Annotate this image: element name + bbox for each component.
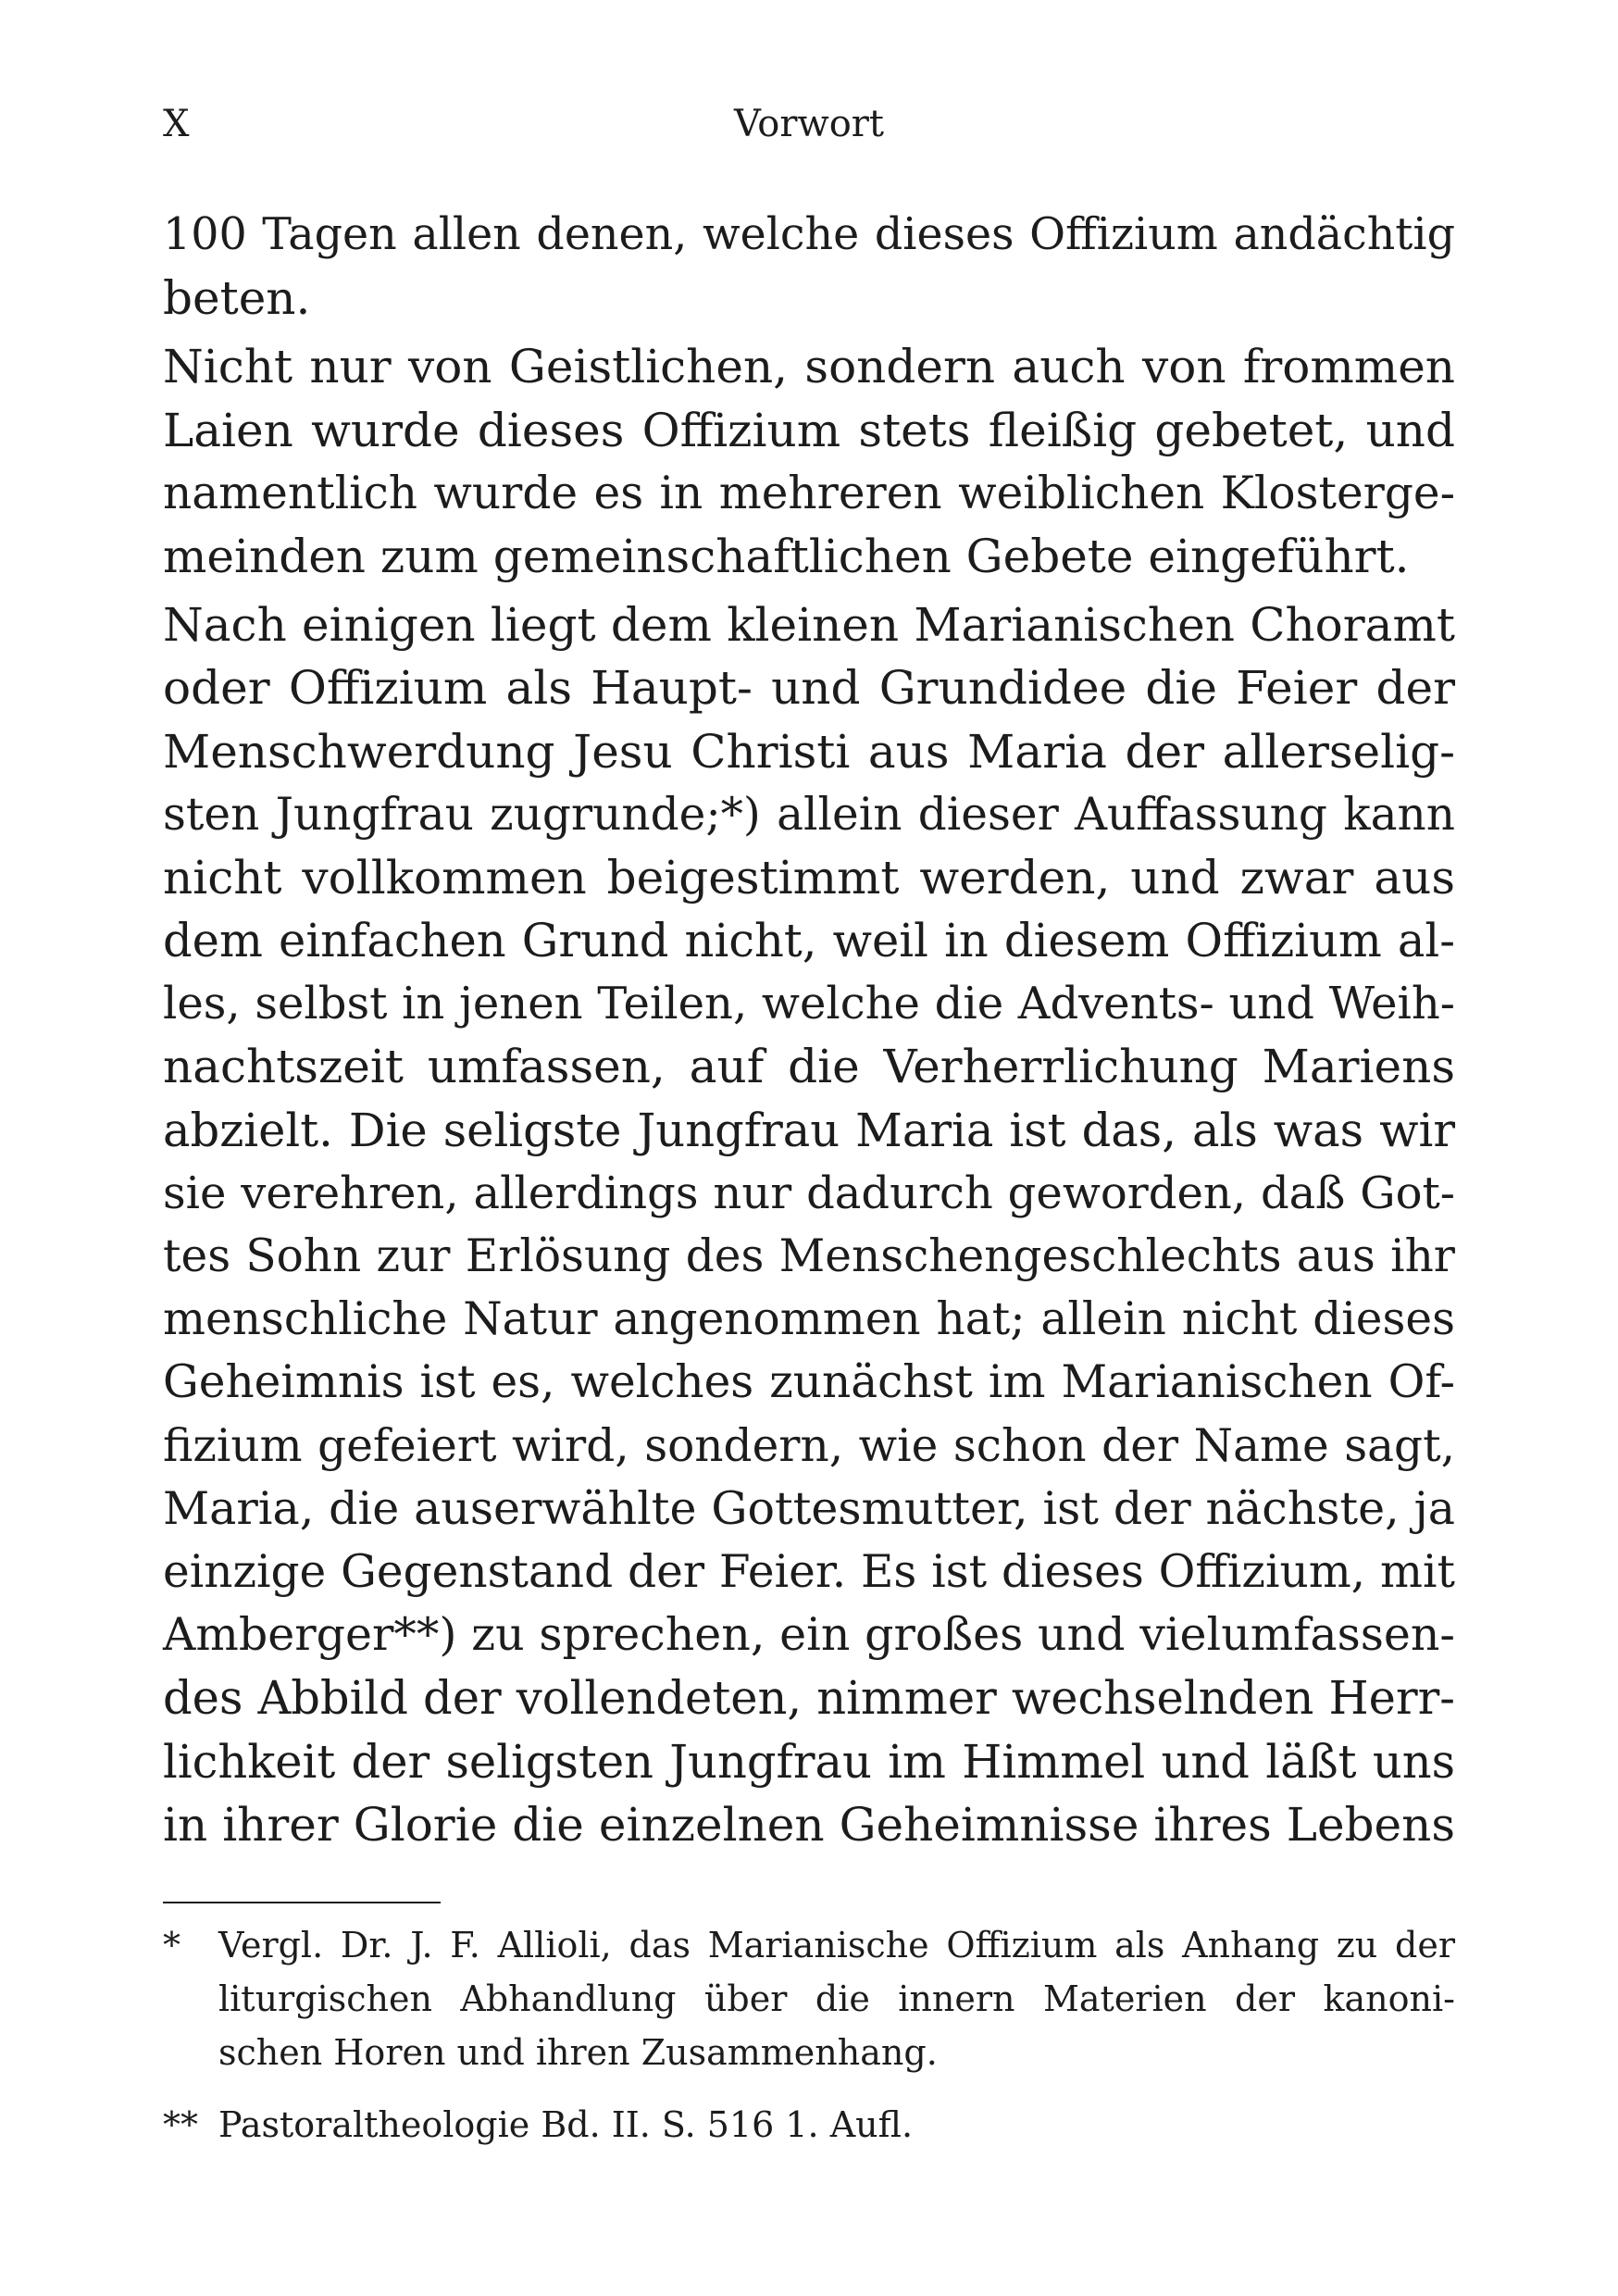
book-page [163,0,1455,2296]
footnote-marker: ** [163,2104,198,2145]
footnote-line: Pastoraltheologie Bd. II. S. 516 1. Aufl. [218,2104,914,2145]
footnote-divider [163,1902,441,1903]
page-number: X [163,103,190,145]
text-line: Geheimnis ist es, welches zunächst im Marianischen Of- [163,1356,1455,1409]
text-line: les, selbst in jenen Teilen, welche die Advents- und Weih- [163,978,1455,1030]
footnote-1 [163,1918,1455,2079]
text-line: Menschwerdung Jesu Christi aus Maria der allerselig- [163,724,1455,779]
text-line: sie verehren, allerdings nur dadurch geworden, daß Got- [163,1167,1455,1219]
text-line: Nach einigen liegt dem kleinen Marianischen Choramt [163,598,1455,653]
text-line: beten. [163,271,311,326]
text-line: Laien wurde dieses Offizium stets fleißig gebetet, und [163,403,1455,457]
text-line: abzielt. Die seligste Jungfrau Maria ist das, als was wir [163,1103,1455,1157]
text-line: dem einfachen Grund nicht, weil in diesem Offizium al- [163,914,1455,968]
text-line: menschliche Natur angenommen hat; allein nicht dieses [163,1293,1455,1346]
footnote-marker: * [163,1925,180,1965]
text-line: in ihrer Glorie die einzelnen Geheimnisse ihres Lebens [163,1797,1455,1852]
text-line: Nicht nur von Geistlichen, sondern auch von frommen [163,340,1455,394]
running-head [163,96,1455,152]
text-line: Amberger**) zu sprechen, ein großes und vielumfassen- [163,1608,1455,1662]
main-text [163,204,1455,1856]
text-line: einzige Gegenstand der Feier. Es ist dieses Offizium, mit [163,1545,1455,1598]
footnotes [163,1918,1455,2152]
text-line: Maria, die auserwählte Gottesmutter, ist der nächste, ja [163,1481,1455,1535]
text-line: meinden zum gemeinschaftlichen Gebete eingeführt. [163,529,1410,583]
text-line: sten Jungfrau zugrunde;*) allein dieser Auffassung kann [163,788,1455,841]
text-line: namentlich wurde es in mehreren weiblichen Klosterge- [163,467,1455,519]
footnote-line: schen Horen und ihren Zusammenhang. [218,2032,938,2073]
text-line: tes Sohn zur Erlösung des Menschengeschlechts aus ihr [163,1230,1455,1282]
text-line: nicht vollkommen beigestimmt werden, und zwar aus [163,850,1455,905]
running-title: Vorwort [734,103,884,145]
text-line: des Abbild der vollendeten, nimmer wechselnden Herr- [163,1671,1455,1726]
text-line: fizium gefeiert wird, sondern, wie schon der Name sagt, [163,1419,1455,1472]
footnote-line: Vergl. Dr. J. F. Allioli, das Marianische Offizium als Anhang zu der [218,1925,1455,1965]
text-line: oder Offizium als Haupt- und Grundidee die Feier der [163,661,1455,716]
footnote-line: liturgischen Abhandlung über die innern Materien der kanoni- [218,1978,1455,2019]
paragraph-3 [163,593,1455,1856]
paragraph-2 [163,335,1455,588]
text-line: nachtszeit umfassen, auf die Verherrlichung Mariens [163,1040,1455,1094]
paragraph-1 [163,204,1455,330]
text-line: 100 Tagen allen denen, welche dieses Offizium andächtig [163,209,1455,260]
text-line: lichkeit der seligsten Jungfrau im Himmel und läßt uns [163,1734,1455,1789]
footnote-2 [163,2098,1455,2152]
